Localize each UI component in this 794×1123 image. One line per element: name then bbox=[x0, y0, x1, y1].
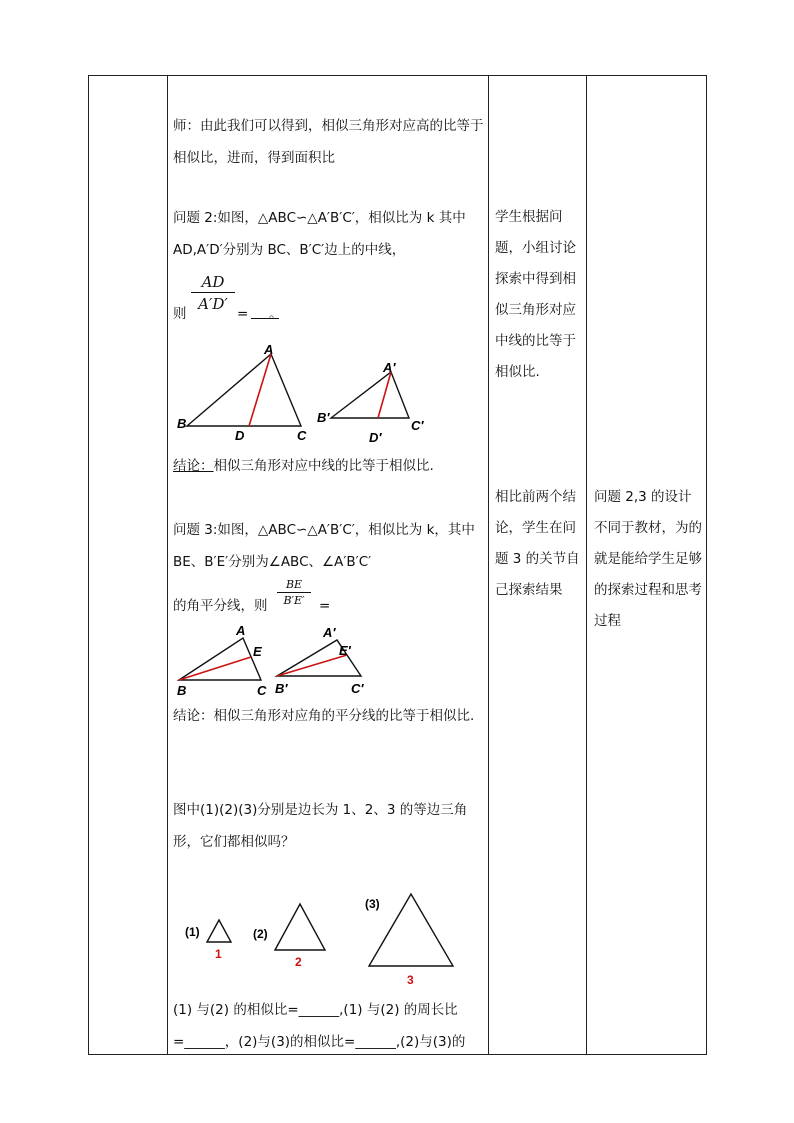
triangle-side-2 bbox=[275, 904, 325, 950]
label-1: (1) bbox=[185, 925, 200, 939]
lesson-plan-table bbox=[88, 75, 707, 1055]
number-1: 1 bbox=[215, 947, 222, 961]
median-triangles-figure bbox=[173, 334, 487, 446]
period-mark: 。 bbox=[269, 306, 283, 322]
label-d: D bbox=[235, 428, 245, 443]
label-a: A bbox=[236, 623, 246, 638]
triangle-side-3 bbox=[369, 894, 453, 966]
conclusion-1-text: 相似三角形对应中线的比等于相似比. bbox=[213, 458, 434, 474]
design-intent: 问题 2,3 的设计不同于教材，为的就是能给学生足够的探索过程和思考过程 bbox=[594, 489, 702, 629]
label-b-prime: B′ bbox=[317, 410, 330, 425]
student-activity-1: 学生根据问题，小组讨论探索中得到相似三角形对应中线的比等于相似比. bbox=[495, 209, 576, 380]
label-b: B bbox=[177, 416, 187, 431]
median-a2d2 bbox=[378, 372, 391, 418]
ratio-expression-2 bbox=[173, 578, 487, 618]
question-5-text: (1) 与(2) 的相似比=______,(1) 与(2) 的周长比=______，(2)与(3)的相似比=______,(2)与(3)的 bbox=[173, 1002, 466, 1050]
number-2: 2 bbox=[295, 955, 302, 969]
median-ad bbox=[249, 354, 271, 426]
label-2: (2) bbox=[253, 927, 268, 941]
label-c: C bbox=[297, 428, 307, 443]
then-label: 则 bbox=[173, 306, 187, 322]
conclusion-1-prefix: 结论： bbox=[173, 458, 214, 474]
bisector-triangles-figure bbox=[173, 620, 487, 698]
ratio-expression-1 bbox=[173, 272, 487, 328]
number-3: 3 bbox=[407, 973, 414, 987]
label-c-prime: C′ bbox=[351, 681, 364, 696]
triangle-a2b2c2 bbox=[331, 372, 409, 418]
label-c-prime: C′ bbox=[411, 418, 424, 433]
label-a-prime: A′ bbox=[323, 625, 336, 640]
triangle-abc bbox=[187, 354, 301, 426]
equilateral-triangles-figure bbox=[173, 888, 487, 992]
equals-sign: = bbox=[237, 306, 249, 322]
label-c: C bbox=[257, 683, 267, 698]
label-b: B bbox=[177, 683, 187, 698]
student-activity-2: 相比前两个结论，学生在问题 3 的关节自己探索结果 bbox=[495, 489, 580, 598]
column-divider bbox=[167, 76, 168, 1054]
equals-sign: = bbox=[319, 598, 331, 614]
label-e: E bbox=[253, 644, 262, 659]
teaching-content-cell bbox=[173, 76, 487, 1054]
fraction-ad bbox=[191, 272, 235, 315]
column-divider bbox=[488, 76, 489, 1054]
question-3-text: 问题 3:如图，△ABC∽△A′B′C′，相似比为 k，其中 BE、B′E′分别为∠ABC、∠A′B′C′ bbox=[173, 522, 475, 570]
label-b-prime: B′ bbox=[275, 681, 288, 696]
label-e-prime: E′ bbox=[339, 643, 351, 658]
fraction-be bbox=[277, 578, 311, 608]
column-divider bbox=[586, 76, 587, 1054]
question-3-tail: 的角平分线，则 bbox=[173, 598, 268, 614]
triangle-abc-2 bbox=[179, 638, 261, 680]
conclusion-1 bbox=[173, 450, 487, 482]
question-4-text: 图中(1)(2)(3)分别是边长为 1、2、3 的等边三角形，它们都相似吗？ bbox=[173, 802, 468, 850]
fraction-numerator: BE bbox=[277, 578, 311, 593]
fraction-denominator: A′D′ bbox=[198, 295, 228, 313]
bisector-be bbox=[179, 657, 251, 680]
conclusion-2: 结论：相似三角形对应角的平分线的比等于相似比. bbox=[173, 708, 475, 724]
label-3: (3) bbox=[365, 897, 380, 911]
triangle-side-1 bbox=[207, 920, 231, 942]
bisector-b2e2 bbox=[277, 655, 347, 676]
label-a: A bbox=[264, 342, 274, 357]
label-d-prime: D′ bbox=[369, 430, 382, 445]
fraction-numerator: AD bbox=[191, 272, 235, 293]
teacher-remark: 师：由此我们可以得到，相似三角形对应高的比等于相似比，进而，得到面积比 bbox=[173, 118, 484, 166]
label-a-prime: A′ bbox=[383, 360, 396, 375]
question-2-text: 问题 2:如图，△ABC∽△A′B′C′，相似比为 k 其中 AD,A′D′分别为 BC、B′C′边上的中线， bbox=[173, 210, 466, 258]
fraction-denominator: B′E′ bbox=[283, 594, 305, 607]
